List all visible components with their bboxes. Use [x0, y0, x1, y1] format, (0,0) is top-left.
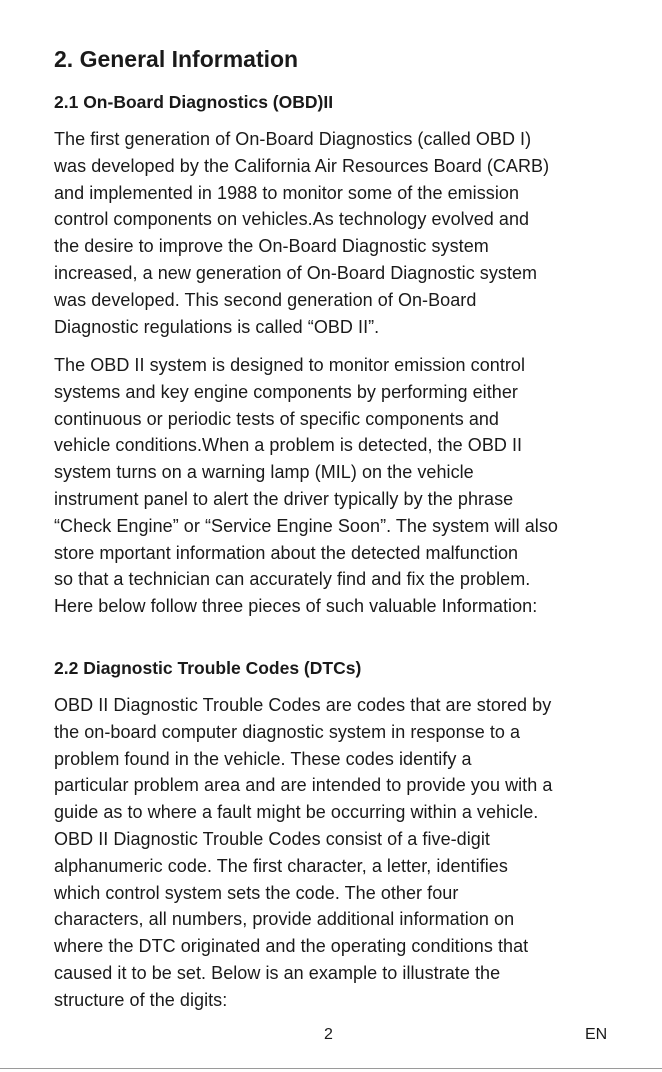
text-line: system turns on a warning lamp (MIL) on the vehicle: [54, 462, 474, 483]
language-label: EN: [585, 1026, 608, 1043]
dtc-paragraph: [54, 692, 654, 1014]
page-number: 2: [324, 1026, 333, 1043]
text-line: structure of the digits:: [54, 989, 228, 1010]
text-line: caused it to be set. Below is an example to illustrate the: [54, 962, 501, 983]
text-line: particular problem area and are intended to provide you with a: [54, 775, 553, 796]
text-line: characters, all numbers, provide additional information on: [54, 909, 515, 930]
text-line: “Check Engine” or “Service Engine Soon”. The system will also: [54, 515, 558, 536]
obd-paragraph-1: [54, 126, 654, 340]
text-line: which control system sets the code. The other four: [54, 882, 459, 903]
text-line: instrument panel to alert the driver typically by the phrase: [54, 488, 514, 509]
text-line: OBD II Diagnostic Trouble Codes are codes that are stored by: [54, 695, 552, 715]
obd-paragraph-2: [54, 352, 654, 620]
bottom-divider: [0, 1068, 662, 1069]
text-line: and implemented in 1988 to monitor some of the emission: [54, 182, 520, 203]
text-line: Diagnostic regulations is called “OBD II”.: [54, 316, 380, 337]
text-line: systems and key engine components by performing either: [54, 381, 518, 402]
page-title: 2. General Information: [54, 46, 299, 72]
text-line: guide as to where a fault might be occurring within a vehicle.: [54, 802, 539, 823]
text-line: so that a technician can accurately find and fix the problem.: [54, 569, 531, 590]
text-line: was developed by the California Air Resources Board (CARB): [54, 155, 550, 176]
text-line: was developed. This second generation of On-Board: [54, 289, 477, 310]
text-line: The first generation of On-Board Diagnostics (called OBD I): [54, 129, 532, 149]
text-line: OBD II Diagnostic Trouble Codes consist of a five-digit: [54, 828, 490, 849]
obd-section-title: 2.1 On-Board Diagnostics (OBD)II: [54, 92, 334, 112]
dtc-section-title: 2.2 Diagnostic Trouble Codes (DTCs): [54, 658, 362, 678]
text-line: The OBD II system is designed to monitor emission control: [54, 355, 526, 375]
text-line: the on-board computer diagnostic system in response to a: [54, 721, 521, 742]
text-line: store mportant information about the detected malfunction: [54, 542, 519, 563]
text-line: where the DTC originated and the operating conditions that: [54, 936, 529, 957]
text-line: problem found in the vehicle. These codes identify a: [54, 748, 472, 769]
text-line: increased, a new generation of On-Board Diagnostic system: [54, 262, 538, 283]
text-line: control components on vehicles.As technology evolved and: [54, 209, 530, 230]
text-line: the desire to improve the On-Board Diagnostic system: [54, 236, 489, 257]
text-line: vehicle conditions.When a problem is detected, the OBD II: [54, 435, 523, 456]
text-line: continuous or periodic tests of specific components and: [54, 408, 499, 429]
text-line: Here below follow three pieces of such valuable Information:: [54, 596, 538, 617]
text-line: alphanumeric code. The first character, a letter, identifies: [54, 855, 508, 876]
